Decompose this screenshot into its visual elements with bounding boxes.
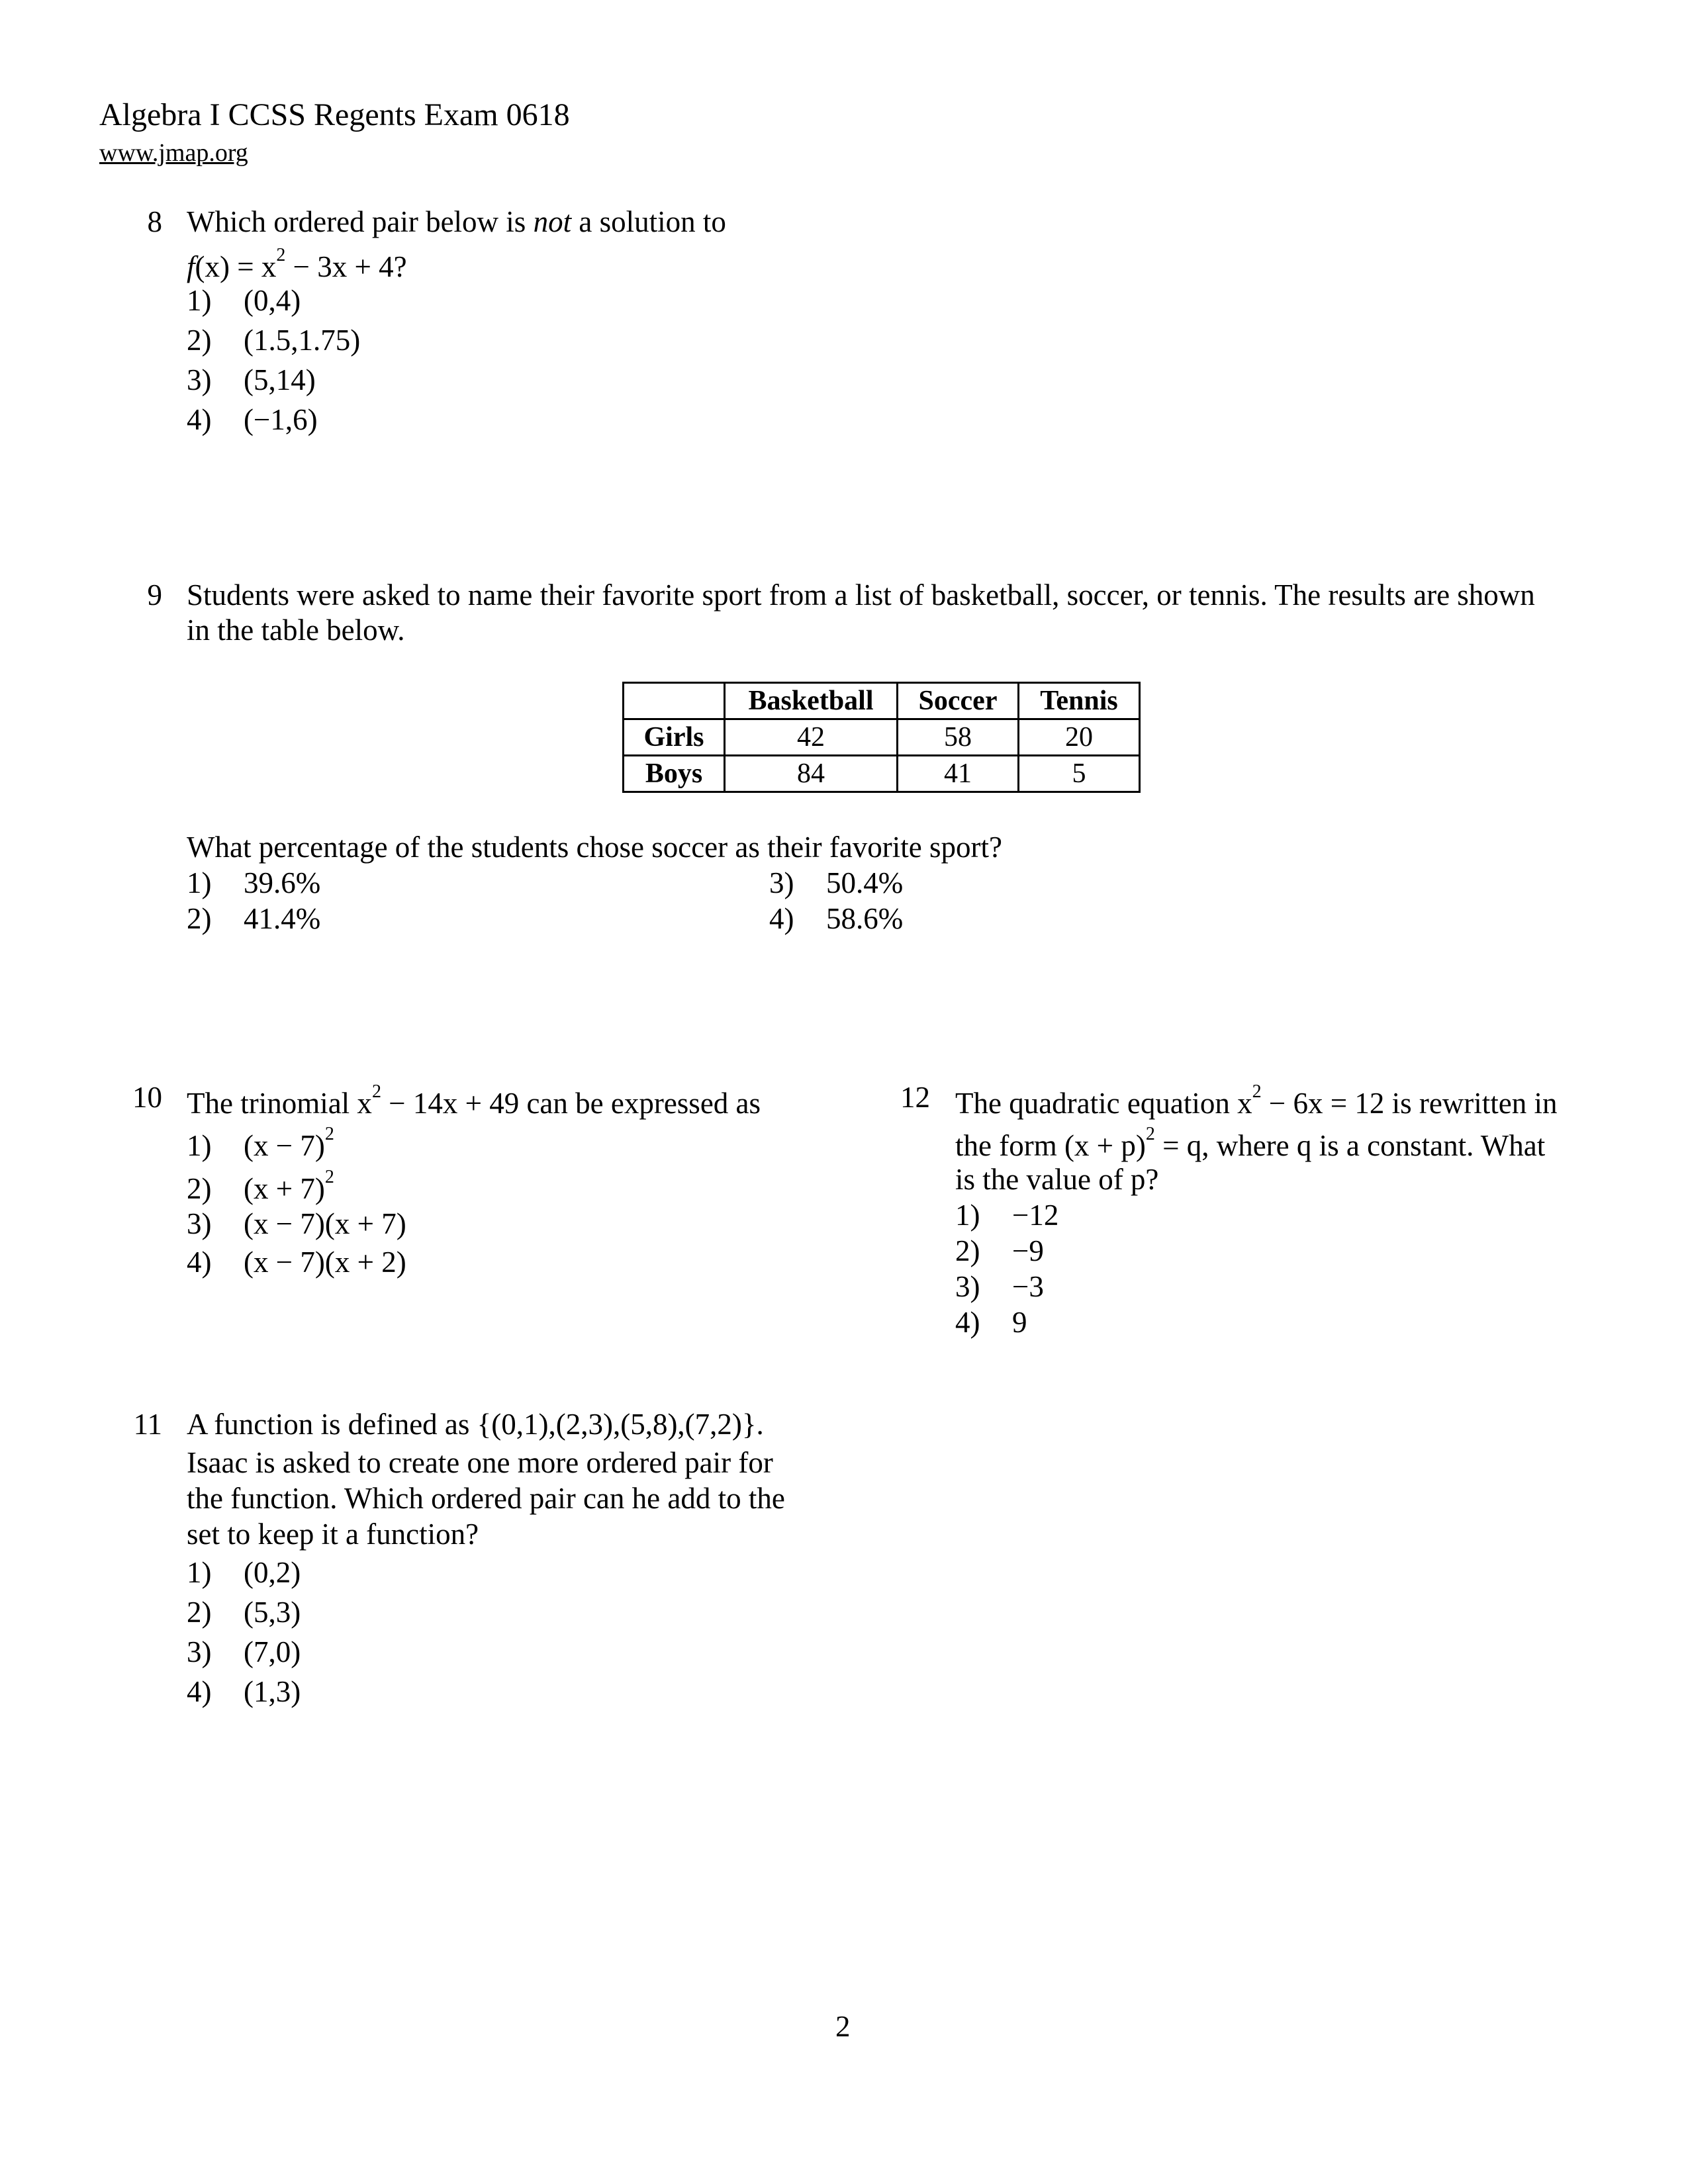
option-text: (5,14) <box>244 363 316 396</box>
question-number: 8 <box>147 205 162 238</box>
exponent: 2 <box>1252 1081 1262 1102</box>
row-header: Girls <box>624 719 725 756</box>
option-text: (x − 7)(x + 7) <box>244 1207 406 1240</box>
answer-option[interactable] <box>187 1125 334 1161</box>
table-cell: 5 <box>1019 756 1140 792</box>
option-number: 3) <box>187 1207 212 1240</box>
option-number: 3) <box>769 866 794 899</box>
option-text: (0,2) <box>244 1556 301 1589</box>
option-number: 4) <box>187 1246 212 1279</box>
option-text: −9 <box>1012 1234 1044 1267</box>
answer-option[interactable] <box>187 1637 301 1667</box>
option-number: 2) <box>955 1234 980 1267</box>
exponent: 2 <box>276 245 286 265</box>
option-number: 2) <box>187 902 212 935</box>
question-number: 11 <box>133 1408 162 1441</box>
question-text: is the value of p? <box>955 1163 1159 1196</box>
text-part: The trinomial x <box>187 1087 372 1120</box>
question-text <box>187 207 726 237</box>
option-text: −12 <box>1012 1199 1059 1232</box>
table-cell: 42 <box>725 719 898 756</box>
question-text: A function is defined as {(0,1),(2,3),(5,8),(7,2)}. <box>187 1408 764 1441</box>
answer-option[interactable] <box>187 868 320 898</box>
answer-option[interactable] <box>955 1201 1058 1230</box>
option-number: 3) <box>955 1270 980 1303</box>
option-text: (7,0) <box>244 1635 301 1668</box>
question-text <box>955 1083 1558 1118</box>
exponent: 2 <box>324 1124 334 1144</box>
site-link[interactable]: www.jmap.org <box>99 139 248 167</box>
option-text: (−1,6) <box>244 403 318 436</box>
option-number: 1) <box>187 866 212 899</box>
exponent: 2 <box>371 1081 381 1102</box>
option-number: 3) <box>187 363 212 396</box>
equation-part: − 3x + 4? <box>285 250 407 283</box>
text-part: The quadratic equation x <box>955 1087 1252 1120</box>
column-header: Soccer <box>898 683 1019 719</box>
question-equation <box>187 246 407 282</box>
answer-option[interactable] <box>187 326 360 355</box>
question-text: set to keep it a function? <box>187 1518 479 1551</box>
answer-option[interactable] <box>187 1168 334 1204</box>
exponent: 2 <box>324 1167 334 1187</box>
option-text: −3 <box>1012 1270 1044 1303</box>
question-number: 12 <box>900 1081 930 1114</box>
text-part: − 6x = 12 is rewritten in <box>1261 1087 1558 1120</box>
answer-option[interactable] <box>187 405 318 435</box>
answer-option[interactable] <box>187 365 316 395</box>
answer-option[interactable] <box>187 1677 301 1707</box>
table-header-row <box>624 683 1140 719</box>
answer-option[interactable] <box>187 1558 301 1588</box>
emphasis: not <box>533 205 572 238</box>
question-text <box>955 1125 1545 1161</box>
table-row <box>624 719 1140 756</box>
question-text: the function. Which ordered pair can he add to the <box>187 1482 785 1515</box>
equation-part: (x) = x <box>195 250 277 283</box>
option-number: 4) <box>187 403 212 436</box>
option-text: (x − 7) <box>244 1129 325 1162</box>
option-text: (1.5,1.75) <box>244 324 361 357</box>
answer-option[interactable] <box>955 1272 1044 1302</box>
option-text: (x − 7)(x + 2) <box>244 1246 406 1279</box>
option-text: 41.4% <box>244 902 321 935</box>
answer-option[interactable] <box>187 904 320 934</box>
option-number: 4) <box>187 1675 212 1708</box>
answer-option[interactable] <box>769 868 903 898</box>
text-part: − 14x + 49 can be expressed as <box>381 1087 761 1120</box>
table-cell: 58 <box>898 719 1019 756</box>
text-part: = q, where q is a constant. What <box>1154 1129 1546 1162</box>
answer-option[interactable] <box>187 1248 406 1277</box>
text-part: Which ordered pair below is <box>187 205 534 238</box>
text-part: a solution to <box>571 205 726 238</box>
sports-table <box>622 682 1141 793</box>
option-text: (x + 7) <box>244 1172 325 1205</box>
option-number: 4) <box>955 1306 980 1339</box>
option-text: (5,3) <box>244 1596 301 1629</box>
option-number: 4) <box>769 902 794 935</box>
answer-option[interactable] <box>187 1598 301 1627</box>
question-text <box>187 1083 761 1118</box>
exponent: 2 <box>1145 1124 1155 1144</box>
row-header: Boys <box>624 756 725 792</box>
option-number: 2) <box>187 1596 212 1629</box>
table-cell: 20 <box>1019 719 1140 756</box>
option-number: 1) <box>955 1199 980 1232</box>
option-number: 1) <box>187 1556 212 1589</box>
column-header: Basketball <box>725 683 898 719</box>
question-number: 9 <box>147 578 162 612</box>
page-number: 2 <box>835 2010 851 2043</box>
option-number: 1) <box>187 284 212 317</box>
answer-option[interactable] <box>955 1308 1027 1338</box>
option-number: 2) <box>187 324 212 357</box>
text-part: the form (x + p) <box>955 1129 1146 1162</box>
answer-option[interactable] <box>187 1209 406 1239</box>
option-text: 39.6% <box>244 866 321 899</box>
question-text: What percentage of the students chose soccer as their favorite sport? <box>187 831 1002 864</box>
option-text: 50.4% <box>826 866 904 899</box>
document-title: Algebra I CCSS Regents Exam 0618 <box>99 97 570 132</box>
answer-option[interactable] <box>769 904 903 934</box>
option-text: 58.6% <box>826 902 904 935</box>
option-number: 2) <box>187 1172 212 1205</box>
option-text: (1,3) <box>244 1675 301 1708</box>
option-text: 9 <box>1012 1306 1027 1339</box>
question-number: 10 <box>132 1081 162 1114</box>
question-text: Isaac is asked to create one more ordered pair for <box>187 1446 773 1479</box>
question-text: Students were asked to name their favorite sport from a list of basketball, soccer, or tennis. The results are shown <box>187 578 1535 612</box>
option-number: 1) <box>187 1129 212 1162</box>
function-name: f <box>187 250 195 283</box>
table-corner-cell <box>624 683 725 719</box>
option-text: (0,4) <box>244 284 301 317</box>
answer-option[interactable] <box>955 1236 1044 1266</box>
table-row <box>624 756 1140 792</box>
column-header: Tennis <box>1019 683 1140 719</box>
question-text: in the table below. <box>187 614 405 647</box>
table-cell: 84 <box>725 756 898 792</box>
option-number: 3) <box>187 1635 212 1668</box>
table-cell: 41 <box>898 756 1019 792</box>
answer-option[interactable] <box>187 286 301 316</box>
